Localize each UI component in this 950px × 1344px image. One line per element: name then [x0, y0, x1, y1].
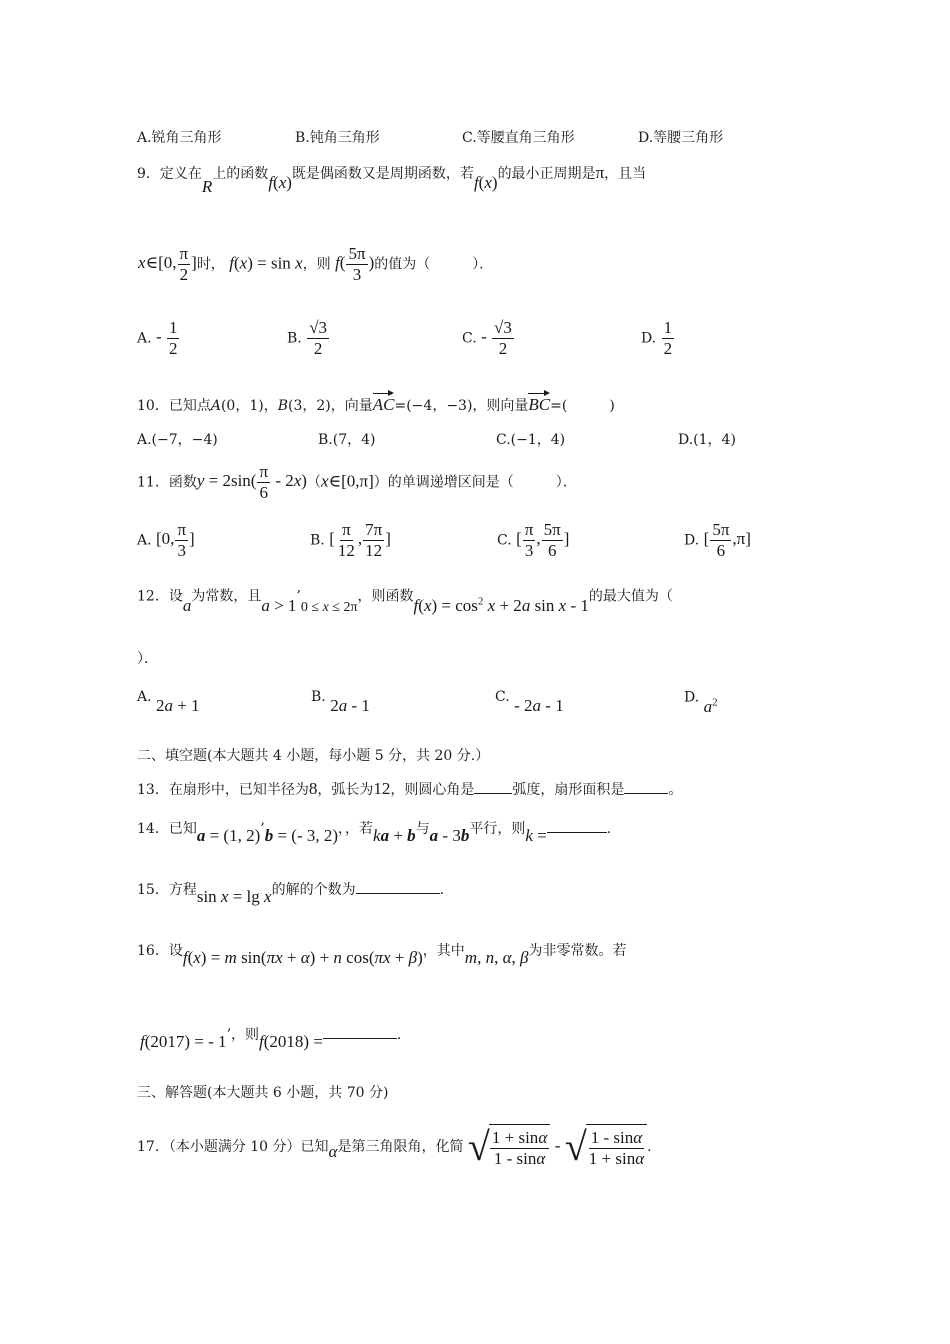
section-2-heading: 二、填空题(本大题共 4 小题，每小题 5 分，共 20 分.）: [137, 748, 490, 764]
q10-option-d: D.(1，4): [678, 432, 736, 448]
q10-option-c: C.(−1，4): [496, 432, 566, 448]
section-3-heading: 三、解答题(本大题共 6 小题，共 70 分): [137, 1085, 389, 1101]
q12-option-c: C. - 2a - 1: [495, 689, 564, 715]
q11-option-c: C. [ $\frac{\pi}{3}$ , $\frac{5\pi}{6}$ ]: [497, 520, 570, 560]
q12-line1: 12．设a为常数，且a > 1’0 ≤ x ≤ 2π，则函数$f(x) = \cos^2 x + 2a$ sin x - 1的最大值为（: [137, 588, 673, 615]
q10-option-b: B.(7，4): [318, 432, 376, 448]
q13-line: 13．在扇形中，已知半径为8，弧长为12，则圆心角是 弧度，扇形面积是 。: [137, 779, 683, 798]
q12-option-d: D. $a^2$: [684, 689, 718, 716]
q10-line1: 10．已知点A(0，1)，B(3，2)，向量AC=(−4，−3)，则向量BC=( ): [137, 395, 615, 414]
q12-option-a: A. 2a + 1: [137, 689, 200, 715]
q9-option-a: A. - $\frac{1}{2}$: [137, 318, 178, 358]
q12-option-b: B. 2a - 1: [311, 689, 370, 715]
q10-option-a: A.(−7，−4): [137, 432, 218, 448]
q9-line1: 9．定义在R上的函数f(x)既是偶函数又是周期函数，若f(x)的最小正周期是π，且当: [137, 163, 647, 196]
q9-option-b: B. $\frac{√3}{2}$: [287, 318, 328, 358]
q8-option-a: A.锐角三角形: [137, 130, 222, 146]
q11-option-b: B. [ $\frac{\pi}{12}$ , $\frac{7\pi}{12}$ ]: [310, 520, 391, 560]
q9-option-c: C. - $\frac{√3}{2}$: [462, 318, 512, 358]
q14-line: 14．已知a = (1, 2)’b = (- 3, 2)，，若ka + b与a - 3b平行，则k = .: [137, 821, 612, 845]
q16-line1: 16．设f(x) = m sin(πx + α) + n cos(πx + β)，其中m, n, α, β为非零常数。若: [137, 943, 627, 967]
q8-option-c: C.等腰直角三角形: [462, 130, 575, 146]
q8-option-b: B.钝角三角形: [295, 130, 380, 146]
q9-option-d: D. $\frac{1}{2}$: [641, 318, 673, 358]
q17-radical-1: √ $\frac{1 + \sin\alpha}{1 - \sin\alpha}$: [468, 1124, 550, 1170]
q8-option-d: D.等腰三角形: [638, 130, 724, 146]
q17-line: 17．（本小题满分 10 分）已知α是第三角限角，化简 √ $\frac{1 + \sin\alpha}{1 - \sin\alpha}$ - √ $\frac{1 - \sin\alpha}{1 + \sin\alpha}$ .: [137, 1124, 652, 1169]
q11-line1: 11．函数y = 2sin( $\frac{\pi}{6}$ - 2x)（x∈[0,π]）的单调递增区间是（ ）．: [137, 462, 577, 502]
q15-line: 15．方程sin x = lg x的解的个数为 .: [137, 882, 445, 906]
q16-line2: f(2017) = - 1’，则f(2018) = .: [140, 1027, 402, 1051]
q12-line2: ）．: [137, 651, 158, 667]
q11-option-d: D. [ $\frac{5\pi}{6}$ ,π]: [684, 520, 751, 560]
q11-option-a: A. [0, $\frac{\pi}{3}$ ]: [137, 520, 195, 560]
q17-radical-2: √ $\frac{1 - \sin\alpha}{1 + \sin\alpha}$: [565, 1124, 647, 1170]
q9-line2: x∈[0, $\frac{\pi}{2}$ ]时， f(x) = sin x，则 f( $\frac{5\pi}{3}$ )的值为（ ）．: [138, 244, 494, 284]
